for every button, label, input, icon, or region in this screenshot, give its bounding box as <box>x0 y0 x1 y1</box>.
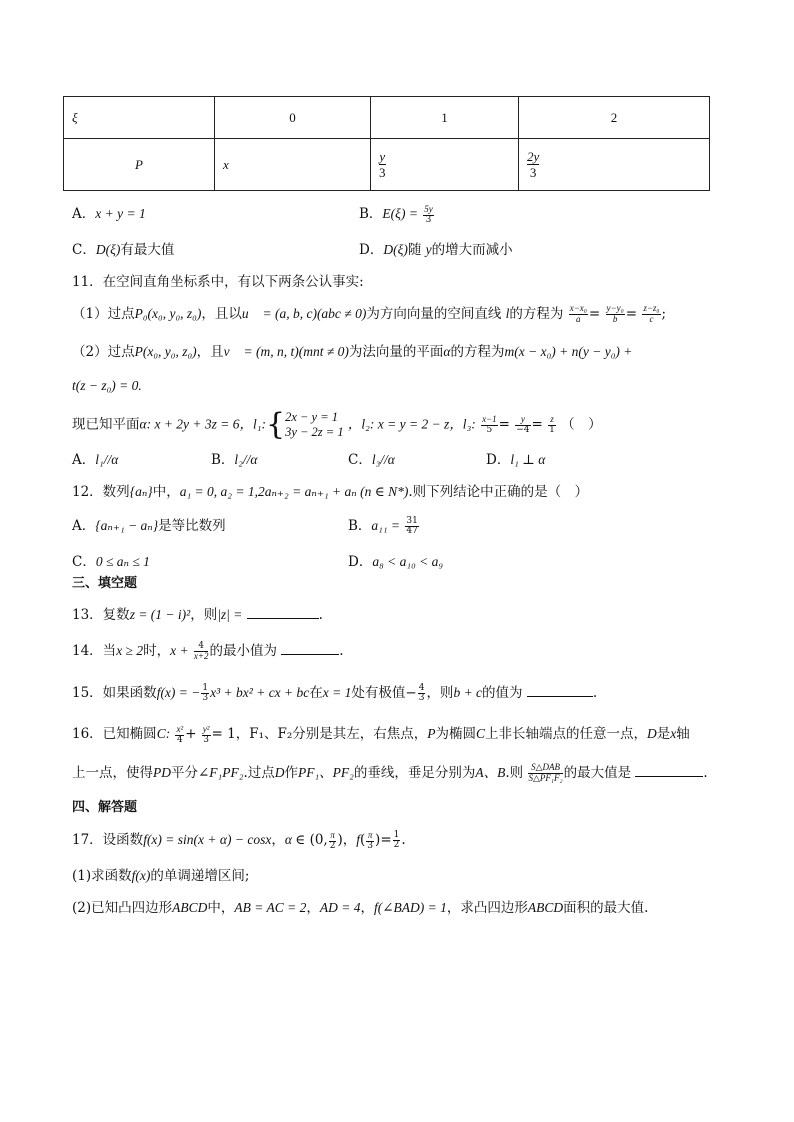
q16-line2: 上一点，使得PD平分∠F₁PF₂.过点D作PF₁、PF₂的垂线，垂足分别为A、B.则 $\frac{\text{S△DAB}}{\text{S△PF₁F₂}}$的最大值是 . <box>72 762 708 783</box>
answer-blank[interactable] <box>281 640 339 655</box>
table-cell: ξ <box>64 97 215 139</box>
q11-option-c: C．l₃//α <box>348 452 395 468</box>
section-title-answer: 四、解答题 <box>72 800 138 815</box>
table-cell: 1 <box>371 97 519 139</box>
q11-option-b: B．l₂//α <box>211 452 258 468</box>
q16-line1: 16．已知椭圆C: $\frac{\text{x²}}{4}$ + $\frac{\text{y²}}{3}$ = 1，F₁、F₂分别是其左，右焦点，P为椭圆C上非长轴端点的任意一点，D是x轴 <box>72 723 690 745</box>
answer-blank[interactable] <box>247 604 319 619</box>
q12-option-c: C．0 ≤ aₙ ≤ 1 <box>72 554 150 570</box>
q12-option-a: A．{aₙ₊₁ − aₙ}是等比数列 <box>72 518 226 534</box>
section-title-fill-in: 三、填空题 <box>72 576 138 591</box>
table-cell: P <box>64 139 215 191</box>
table-cell: 0 <box>215 97 371 139</box>
table-cell: $\frac{y}{3}$ <box>371 139 519 191</box>
q11-fact2-cont: t(z − z₀) = 0. <box>72 378 142 393</box>
q17-part1: (1)求函数f(x)的单调递增区间; <box>72 868 250 884</box>
q11-option-a: A．l₁//α <box>72 452 119 468</box>
q11-stem: 11．在空间直角坐标系中，有以下两条公认事实: <box>72 274 364 290</box>
q12-stem: 12．数列{aₙ}中，a₁ = 0, a₂ = 1,2aₙ₊₂ = aₙ₊₁ + aₙ (n ∈ N*).则下列结论中正确的是（ ） <box>72 484 589 500</box>
table-cell: 2 <box>519 97 710 139</box>
q17-part2: (2)已知凸四边形ABCD中，AB = AC = 2，AD = 4，f(∠BAD) = 1，求凸四边形ABCD面积的最大值. <box>72 900 649 916</box>
q17: 17．设函数f(x) = sin(x + α) − cosx，α ∈ (0, $\frac{\pi}{2}$ )，f( $\frac{\pi}{3}$ )= $\frac{1}{2}$ . <box>72 829 406 851</box>
q10-option-b: B．E(ξ) = $\frac{5y}{3}$ <box>359 203 433 225</box>
q12-option-d: D．a₈ < a₁₀ < a₉ <box>348 554 444 570</box>
table-cell: $\frac{2y}{3}$ <box>519 139 710 191</box>
table-row <box>64 139 710 191</box>
q14: 14．当x ≥ 2时，x + $\frac{4}{x+2}$的最小值为 . <box>72 640 344 661</box>
q13: 13．复数z = (1 − i)²，则|z| = . <box>72 604 323 625</box>
q10-option-c: C．D(ξ)有最大值 <box>72 242 175 258</box>
q15: 15．如果函数f(x) = − $\frac{1}{3}$ x³ + bx² + cx + bc在x = 1处有极值− $\frac{4}{3}$ ，则b + c的值为 . <box>72 683 598 703</box>
q12-option-b: B．a₁₁ = $\frac{31}{47}$ <box>348 516 418 536</box>
q11-option-d: D．l₁ ⊥ α <box>486 452 546 468</box>
q10-option-d: D．D(ξ)随 y的增大而减小 <box>359 242 513 258</box>
distribution-table <box>63 96 710 191</box>
q11-fact2: （2）过点P(x₀, y₀, z₀)，且v⃗ = (m, n, t)(mnt ≠ 0)为法向量的平面α的方程为m(x − x₀) + n(y − y₀) + <box>72 344 633 360</box>
answer-blank[interactable] <box>527 682 593 697</box>
q10-option-a: A．x + y = 1 <box>72 206 146 222</box>
q11-fact1: （1）过点P₀(x₀, y₀, z₀)，且以u⃗ = (a, b, c)(abc ≠ 0)为方向向量的空间直线 l的方程为 $\frac{\text{x−x₀}}{a}=$ $\frac{\text{y−y₀}}{b}=$ $\frac{\text{z−z₀}}{c}$; <box>72 303 667 324</box>
q11-known: 现已知平面α: x + 2y + 3z = 6，l₁:{ 2x − y = 1 3y − 2z = 1 ，l₂: x = y = 2 − z，l₃: $\frac{x-1}{5}$ = $\frac{y}{-4}$ = $\frac{z}{1}$ （ ） <box>72 407 602 442</box>
answer-blank[interactable] <box>635 762 703 777</box>
table-cell: x <box>215 139 371 191</box>
table-row <box>64 97 710 139</box>
